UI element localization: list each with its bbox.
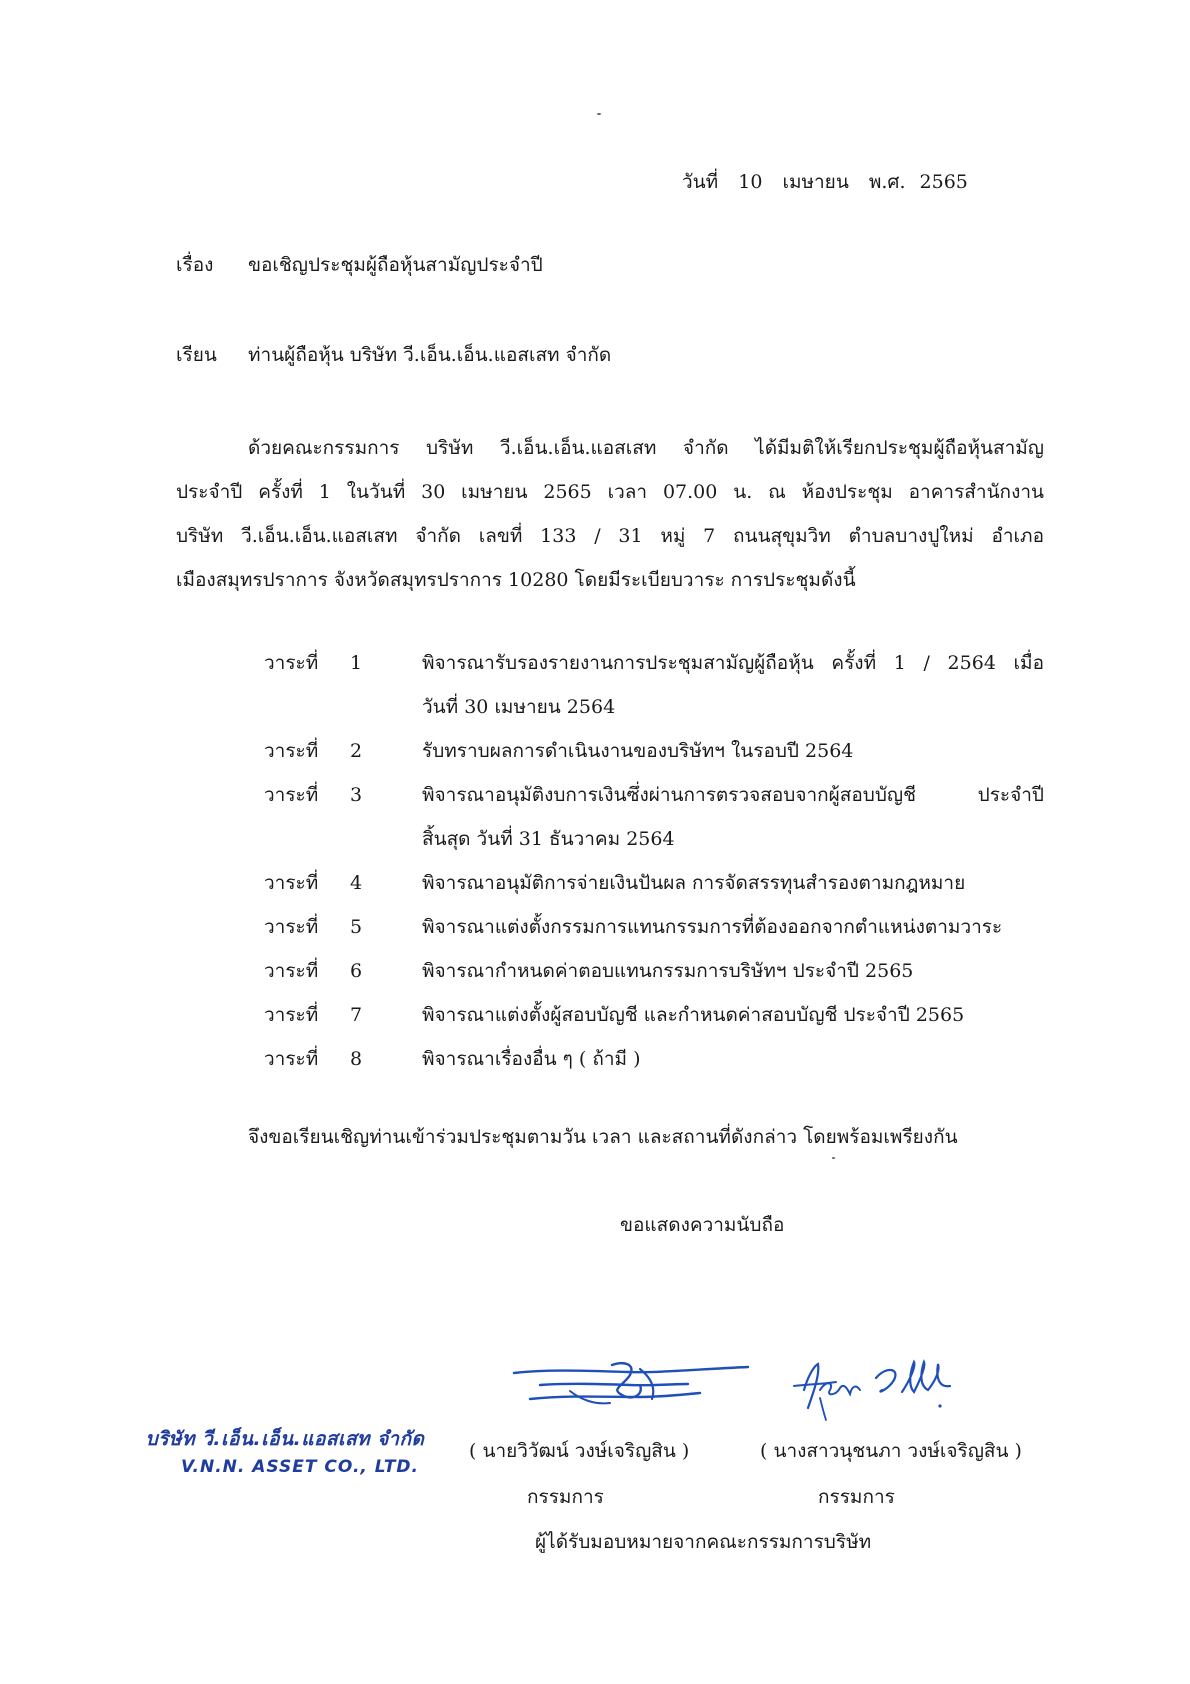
- agenda-text: พิจารณารับรองรายงานการประชุมสามัญผู้ถือหุ้น ครั้งที่ 1 / 2564 เมื่อ: [422, 652, 1044, 674]
- stamp-thai-name: บริษัท วี.เอ็น.เอ็น.แอสเสท จำกัด: [145, 1428, 425, 1450]
- agenda-label: วาระที่: [264, 1004, 319, 1026]
- addressee-label: เรียน: [176, 344, 217, 366]
- subject-text: ขอเชิญประชุมผู้ถือหุ้นสามัญประจำปี: [248, 254, 543, 276]
- agenda-number: 6: [350, 960, 363, 982]
- agenda-text: พิจารณาอนุมัติงบการเงินซึ่งผ่านการตรวจสอบจากผู้สอบบัญชี ประจำปี: [422, 784, 1044, 806]
- agenda-item: [264, 1037, 1044, 1081]
- agenda-item: [264, 729, 1044, 773]
- date-era: พ.ศ.: [868, 171, 906, 193]
- agenda-number: 2: [350, 740, 363, 762]
- agenda-text: รับทราบผลการดำเนินงานของบริษัทฯ ในรอบปี 2564: [422, 740, 854, 762]
- signatory-name: ( นางสาวนุชนภา วงษ์เจริญสิน ): [760, 1440, 1022, 1462]
- addressee-text: ท่านผู้ถือหุ้น บริษัท วี.เอ็น.เอ็น.แอสเสท จำกัด: [248, 344, 612, 366]
- agenda-item: [264, 993, 1044, 1037]
- agenda-item: [264, 905, 1044, 949]
- body-line: เมืองสมุทรปราการ จังหวัดสมุทรปราการ 10280 โดยมีระเบียบวาระ การประชุมดังนี้: [176, 569, 856, 591]
- date-label: วันที่: [682, 171, 719, 193]
- agenda-number: 3: [350, 784, 363, 806]
- scan-speck: [832, 1157, 835, 1159]
- body-line: ประจำปี ครั้งที่ 1 ในวันที่ 30 เมษายน 2565 เวลา 07.00 น. ณ ห้องประชุม อาคารสำนักงาน: [176, 481, 1044, 503]
- agenda-number: 4: [350, 872, 363, 894]
- scan-speck: [597, 113, 601, 115]
- agenda-label: วาระที่: [264, 784, 319, 806]
- agenda-number: 8: [350, 1048, 363, 1070]
- agenda-text: วันที่ 30 เมษายน 2564: [422, 696, 616, 718]
- authorization-note: ผู้ได้รับมอบหมายจากคณะกรรมการบริษัท: [535, 1531, 872, 1553]
- date-year: 2565: [919, 171, 968, 193]
- agenda-text: พิจารณาแต่งตั้งกรรมการแทนกรรมการที่ต้องออกจากตำแหน่งตามวาระ: [422, 916, 1003, 938]
- agenda-list: [264, 641, 1044, 1081]
- agenda-text: พิจารณาอนุมัติการจ่ายเงินปันผล การจัดสรรทุนสำรองตามกฎหมาย: [422, 872, 966, 894]
- agenda-label: วาระที่: [264, 960, 319, 982]
- agenda-text: พิจารณาแต่งตั้งผู้สอบบัญชี และกำหนดค่าสอบบัญชี ประจำปี 2565: [422, 1004, 965, 1026]
- body-paragraph: [176, 426, 1044, 602]
- stamp-english-name: V.N.N. ASSET CO., LTD.: [181, 1457, 419, 1477]
- agenda-item: [264, 949, 1044, 993]
- signatory-title: กรรมการ: [527, 1486, 604, 1508]
- closing-invitation: จึงขอเรียนเชิญท่านเข้าร่วมประชุมตามวัน เวลา และสถานที่ดังกล่าว โดยพร้อมเพรียงกัน: [248, 1126, 958, 1148]
- agenda-label: วาระที่: [264, 652, 319, 674]
- closing-regards: ขอแสดงความนับถือ: [620, 1214, 785, 1236]
- body-line: บริษัท วี.เอ็น.เอ็น.แอสเสท จำกัด เลขที่ 133 / 31 หมู่ 7 ถนนสุขุมวิท ตำบลบางปูใหม่ อำเภอ: [176, 525, 1044, 547]
- agenda-label: วาระที่: [264, 872, 319, 894]
- signature-1: [510, 1355, 760, 1415]
- agenda-number: 7: [350, 1004, 363, 1026]
- subject-label: เรื่อง: [176, 254, 214, 276]
- agenda-item: [264, 773, 1044, 861]
- agenda-text: สิ้นสุด วันที่ 31 ธันวาคม 2564: [422, 828, 675, 850]
- agenda-text: พิจารณากำหนดค่าตอบแทนกรรมการบริษัทฯ ประจำปี 2565: [422, 960, 914, 982]
- agenda-item: [264, 861, 1044, 905]
- date-day: 10: [738, 171, 763, 193]
- company-stamp: [140, 1426, 430, 1482]
- agenda-item: [264, 641, 1044, 729]
- signatory-title: กรรมการ: [818, 1486, 895, 1508]
- letter-date: [682, 170, 982, 194]
- agenda-text: พิจารณาเรื่องอื่น ๆ ( ถ้ามี ): [422, 1048, 641, 1070]
- signature-2: [790, 1350, 960, 1430]
- signatory-name: ( นายวิวัฒน์ วงษ์เจริญสิน ): [469, 1440, 690, 1462]
- agenda-label: วาระที่: [264, 1048, 319, 1070]
- agenda-number: 1: [350, 652, 363, 674]
- agenda-number: 5: [350, 916, 363, 938]
- agenda-label: วาระที่: [264, 740, 319, 762]
- body-line: ด้วยคณะกรรมการ บริษัท วี.เอ็น.เอ็น.แอสเสท จำกัด ได้มีมติให้เรียกประชุมผู้ถือหุ้นสามัญ: [248, 437, 1044, 459]
- date-month: เมษายน: [782, 171, 849, 193]
- agenda-label: วาระที่: [264, 916, 319, 938]
